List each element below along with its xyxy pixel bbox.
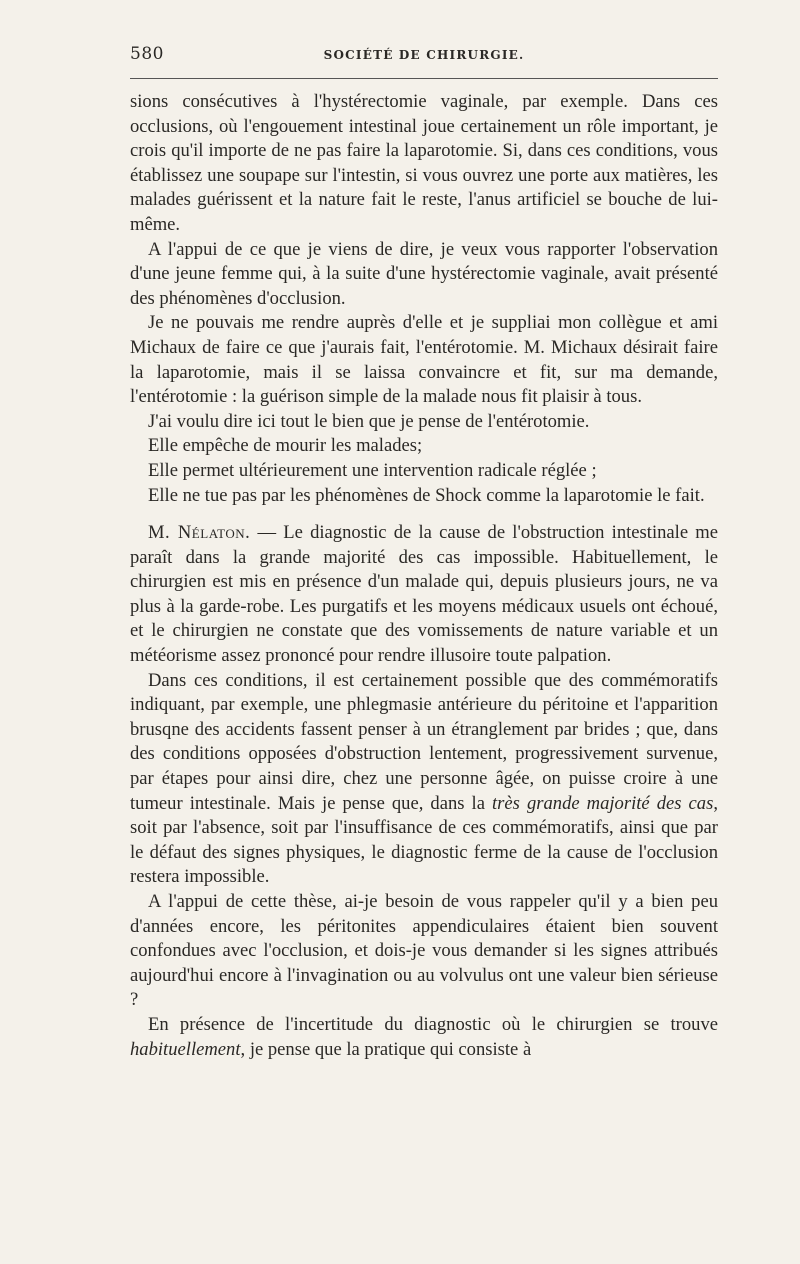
paragraph: [130, 669, 718, 890]
page-number: 580: [130, 44, 164, 64]
paragraph-text: , je pense que la pratique qui consiste à: [240, 1038, 532, 1060]
paragraph: Elle permet ultérieurement une intervention radicale réglée ;: [148, 459, 597, 481]
italic-emphasis: très grande majorité des cas: [492, 792, 714, 814]
paragraph: Elle ne tue pas par les phénomènes de Shock comme la laparotomie le fait.: [148, 484, 705, 506]
header-rule: [130, 78, 718, 79]
paragraph-text: Dans ces conditions, il est certainement possible que des commémoratifs indiquant, par exemple, une phlegmasie antérieure du péritoine et l'apparition brusqne des accidents fassent penser à un étranglement par brides ; que, dans des conditions opposées d'obstruction lentement, progressivement survenue, par étapes pour ainsi dire, chez une personne âgée, on puisse croire à une tumeur intestinale. Mais je pense que, dans la: [130, 669, 718, 814]
speaker-name: M. Nélaton.: [148, 522, 251, 544]
paragraph: Elle empêche de mourir les malades;: [148, 435, 423, 457]
body-text: [130, 90, 718, 1062]
paragraph: J'ai voulu dire ici tout le bien que je pense de l'entérotomie.: [148, 410, 590, 432]
nelaton-paragraph: [130, 521, 718, 669]
paragraph-text: , soit par l'absence, soit par l'insuffisance de ces commémoratifs, ainsi que par le défaut des signes physiques, le diagnostic ferme de la cause de l'occlusion restera impossible.: [130, 792, 718, 888]
paragraph: Je ne pouvais me rendre auprès d'elle et je suppliai mon collègue et ami Michaux de faire ce que j'aurais fait, l'entérotomie. M. Michaux désirait faire la laparotomie, mais il se laissa convaincre et fit, sur ma demande, l'entérotomie : la guérison simple de la malade nous fit plaisir à tous.: [130, 312, 718, 408]
paragraph: [130, 1013, 718, 1062]
paragraph-text: En présence de l'incertitude du diagnostic où le chirurgien se trouve: [148, 1013, 718, 1035]
italic-emphasis: habituellement: [130, 1038, 241, 1060]
paragraph: A l'appui de ce que je viens de dire, je veux vous rapporter l'observation d'une jeune femme qui, à la suite d'une hystérectomie vaginale, avait présenté des phénomènes d'occlusion.: [130, 238, 718, 309]
running-title: SOCIÉTÉ DE CHIRURGIE.: [323, 48, 525, 62]
paragraph: sions consécutives à l'hystérectomie vaginale, par exemple. Dans ces occlusions, où l'engouement intestinal joue certainement un rôle important, je crois qu'il importe de ne pas faire la laparotomie. Si, dans ces conditions, vous établissez une soupape sur l'intestin, si vous ouvrez une porte aux matières, les malades guérissent et la nature fait le reste, l'anus artificiel se bouche de lui-même.: [130, 91, 718, 235]
paragraph: A l'appui de cette thèse, ai-je besoin de vous rappeler qu'il y a bien peu d'années encore, les péritonites appendiculaires étaient bien souvent confondues avec l'occlusion, et dois-je vous demander si les signes attribués aujourd'hui encore à l'invagination ou au volvulus ont une valeur bien sérieuse ?: [130, 891, 718, 1011]
page-header: [130, 44, 718, 76]
paragraph-text: — Le diagnostic de la cause de l'obstruction intestinale me paraît dans la grande majorité des cas impossible. Habituellement, le chirurgien est mis en présence d'un malade qui, depuis plusieurs jours, ne va plus à la garde-robe. Les purgatifs et les moyens médicaux usuels ont échoué, et le chirurgien ne constate que des vomissements de nature variable et un météorisme assez prononcé pour rendre illusoire toute palpation.: [130, 522, 719, 667]
